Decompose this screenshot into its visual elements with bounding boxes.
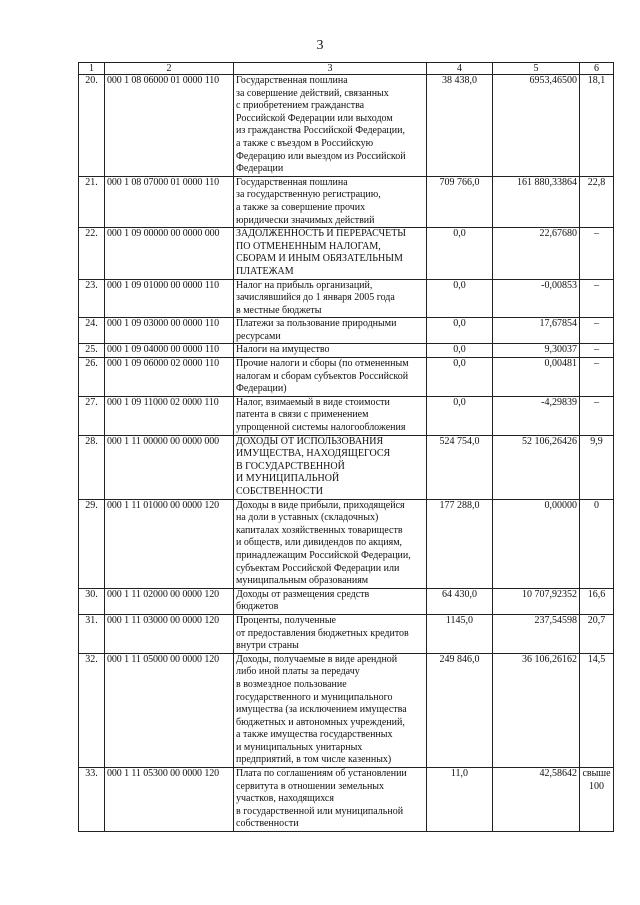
budget-code	[105, 588, 234, 614]
revenue-name-text: Плата по соглашениям об установлении сервитута в отношении земельных участков, находящихся в государственной или муниципальной собственности	[236, 768, 407, 830]
execution-percent-text: 20,7	[587, 614, 606, 626]
execution-percent-text: 16,6	[587, 588, 606, 600]
execution-percent	[580, 75, 614, 177]
execution-percent	[580, 396, 614, 435]
plan-amount-text: 0,0	[453, 318, 466, 330]
row-number	[79, 614, 105, 653]
revenue-name-text: Доходы от размещения средств бюджетов	[236, 588, 370, 613]
budget-code-text: 000 1 09 03000 00 0000 110	[107, 318, 220, 330]
plan-amount	[427, 279, 493, 318]
row-number	[79, 358, 105, 397]
budget-code-text: 000 1 09 06000 02 0000 110	[107, 358, 220, 370]
row-number-text: 27.	[85, 396, 98, 408]
budget-code	[105, 499, 234, 588]
row-number-text: 23.	[85, 279, 98, 291]
revenue-name-text: Налог, взимаемый в виде стоимости патента в связи с применением упрощенной системы налогообложения	[236, 396, 406, 434]
budget-code-text: 000 1 11 03000 00 0000 120	[107, 614, 220, 626]
revenue-name	[234, 344, 427, 358]
table-row	[79, 614, 614, 653]
row-number	[79, 499, 105, 588]
budget-code-text: 000 1 11 02000 00 0000 120	[107, 588, 220, 600]
table-row	[79, 768, 614, 832]
execution-percent-text: –	[594, 228, 599, 240]
plan-amount-text: 38 438,0	[442, 75, 477, 86]
budget-revenue-table	[78, 62, 614, 832]
budget-code	[105, 279, 234, 318]
execution-percent	[580, 318, 614, 344]
column-header-3: 3	[234, 63, 427, 75]
actual-amount	[493, 396, 580, 435]
revenue-name-text: Государственная пошлина за совершение действий, связанных с приобретением гражданства Российской Федерации или выходом из гражданства Российской Федерации, а также с въездом в Российскую Федерацию или выездом из Российской Федерации	[236, 75, 406, 175]
plan-amount-text: 0,0	[453, 358, 466, 370]
budget-code	[105, 228, 234, 279]
column-header-6: 6	[580, 63, 614, 75]
revenue-name	[234, 176, 427, 227]
actual-amount	[493, 588, 580, 614]
revenue-name-text: Налог на прибыль организаций, зачислявшийся до 1 января 2005 года в местные бюджеты	[236, 279, 395, 316]
column-header-4: 4	[427, 63, 493, 75]
plan-amount	[427, 396, 493, 435]
execution-percent-text: 14,5	[587, 653, 606, 665]
budget-code-text: 000 1 08 07000 01 0000 110	[107, 176, 220, 188]
column-header-5: 5	[493, 63, 580, 75]
plan-amount-text: 177 288,0	[439, 499, 480, 511]
table-row	[79, 279, 614, 318]
plan-amount-text: 1145,0	[445, 614, 474, 626]
table-row	[79, 358, 614, 397]
page-number: 3	[316, 38, 324, 53]
plan-amount	[427, 435, 493, 499]
row-number	[79, 653, 105, 767]
revenue-name	[234, 75, 427, 177]
budget-code-text: 000 1 09 00000 00 0000 000	[107, 228, 220, 240]
row-number-text: 20.	[85, 75, 98, 86]
column-header-1: 1	[79, 63, 105, 75]
budget-code	[105, 768, 234, 832]
revenue-name-text: Платежи за пользование природными ресурсами	[236, 318, 397, 342]
row-number-text: 29.	[85, 499, 98, 511]
revenue-name	[234, 614, 427, 653]
execution-percent-text: –	[594, 396, 599, 408]
row-number-text: 26.	[85, 358, 98, 370]
budget-code-text: 000 1 11 05000 00 0000 120	[107, 653, 220, 665]
revenue-name-text: ЗАДОЛЖЕННОСТЬ И ПЕРЕРАСЧЕТЫ ПО ОТМЕНЕННЫМ НАЛОГАМ, СБОРАМ И ИНЫМ ОБЯЗАТЕЛЬНЫМ ПЛАТЕЖАМ	[236, 228, 407, 277]
plan-amount-text: 249 846,0	[439, 653, 480, 665]
actual-amount-text: 52 106,26426	[522, 435, 577, 447]
column-header-2: 2	[105, 63, 234, 75]
revenue-name	[234, 653, 427, 767]
actual-amount	[493, 279, 580, 318]
budget-code	[105, 653, 234, 767]
actual-amount-text: 36 106,26162	[522, 653, 577, 665]
budget-code	[105, 344, 234, 358]
execution-percent	[580, 435, 614, 499]
row-number	[79, 588, 105, 614]
plan-amount-text: 0,0	[453, 344, 466, 356]
plan-amount	[427, 653, 493, 767]
row-number-text: 33.	[85, 768, 98, 780]
row-number	[79, 318, 105, 344]
plan-amount-text: 11,0	[450, 768, 469, 780]
execution-percent	[580, 499, 614, 588]
row-number	[79, 435, 105, 499]
actual-amount	[493, 768, 580, 832]
revenue-name-text: Доходы в виде прибыли, приходящейся на доли в уставных (складочных) капиталах хозяйственных товариществ и обществ, или дивидендов по акциям, принадлежащим Российской Федерации, субъектам Российской Федерации или муниципальным образованиям	[236, 499, 411, 587]
execution-percent-text: 9,9	[590, 435, 603, 447]
actual-amount	[493, 499, 580, 588]
plan-amount	[427, 358, 493, 397]
actual-amount	[493, 653, 580, 767]
revenue-name	[234, 396, 427, 435]
revenue-name-text: Прочие налоги и сборы (по отмененным налогам и сборам субъектов Российской Федерации)	[236, 358, 409, 395]
actual-amount-text: 6953,46500	[529, 75, 577, 86]
actual-amount-text: -0,00853	[541, 279, 577, 291]
actual-amount-text: 42,58642	[539, 768, 577, 780]
row-number-text: 32.	[85, 653, 98, 665]
revenue-name	[234, 279, 427, 318]
actual-amount-text: 0,00481	[544, 358, 577, 370]
budget-code	[105, 318, 234, 344]
execution-percent-text: свыше 100	[582, 768, 611, 792]
execution-percent	[580, 653, 614, 767]
plan-amount	[427, 228, 493, 279]
actual-amount	[493, 358, 580, 397]
execution-percent	[580, 228, 614, 279]
plan-amount-text: 0,0	[453, 228, 466, 240]
row-number	[79, 768, 105, 832]
table-row	[79, 228, 614, 279]
revenue-name-text: Налоги на имущество	[236, 344, 330, 356]
table-row	[79, 318, 614, 344]
table-row	[79, 499, 614, 588]
table-row	[79, 435, 614, 499]
plan-amount-text: 0,0	[453, 396, 466, 408]
execution-percent	[580, 768, 614, 832]
execution-percent-text: –	[594, 344, 599, 356]
budget-code	[105, 435, 234, 499]
execution-percent-text: 18,1	[587, 75, 606, 86]
execution-percent	[580, 614, 614, 653]
row-number	[79, 396, 105, 435]
execution-percent-text: 0	[594, 499, 599, 511]
execution-percent	[580, 279, 614, 318]
table-row	[79, 588, 614, 614]
row-number	[79, 176, 105, 227]
revenue-name	[234, 588, 427, 614]
row-number	[79, 75, 105, 177]
actual-amount	[493, 318, 580, 344]
revenue-name-text: Государственная пошлина за государственную регистрацию, а также за совершение прочих юридически значимых действий	[236, 176, 381, 226]
execution-percent	[580, 358, 614, 397]
plan-amount-text: 709 766,0	[439, 176, 480, 188]
budget-code-text: 000 1 11 01000 00 0000 120	[107, 499, 220, 511]
row-number-text: 28.	[85, 435, 98, 447]
row-number	[79, 279, 105, 318]
row-number-text: 31.	[85, 614, 98, 626]
budget-code-text: 000 1 11 05300 00 0000 120	[107, 768, 220, 780]
plan-amount	[427, 499, 493, 588]
budget-code-text: 000 1 08 06000 01 0000 110	[107, 75, 220, 86]
table-row	[79, 344, 614, 358]
revenue-name-text: ДОХОДЫ ОТ ИСПОЛЬЗОВАНИЯ ИМУЩЕСТВА, НАХОДЯЩЕГОСЯ В ГОСУДАРСТВЕННОЙ И МУНИЦИПАЛЬНОЙ СОБСТВЕННОСТИ	[236, 435, 391, 497]
actual-amount-text: 9,30037	[544, 344, 577, 356]
budget-code	[105, 75, 234, 177]
plan-amount	[427, 768, 493, 832]
plan-amount	[427, 344, 493, 358]
table-row	[79, 75, 614, 177]
revenue-name-text: Доходы, получаемые в виде арендной либо иной платы за передачу в возмездное пользование государственного и муниципального имущества (за исключением имущества бюджетных и автономных учреждений, а также имущества государственных и муниципальных унитарных предприятий, в том числе казенных)	[236, 653, 407, 766]
revenue-name	[234, 318, 427, 344]
execution-percent-text: –	[594, 318, 599, 330]
plan-amount-text: 524 754,0	[439, 435, 480, 447]
actual-amount	[493, 614, 580, 653]
plan-amount	[427, 75, 493, 177]
budget-code-text: 000 1 09 01000 00 0000 110	[107, 279, 220, 291]
execution-percent	[580, 344, 614, 358]
budget-code	[105, 614, 234, 653]
revenue-name	[234, 358, 427, 397]
revenue-name	[234, 228, 427, 279]
table-row	[79, 653, 614, 767]
actual-amount	[493, 435, 580, 499]
actual-amount	[493, 344, 580, 358]
budget-code	[105, 176, 234, 227]
actual-amount-text: 22,67680	[539, 228, 577, 240]
execution-percent	[580, 588, 614, 614]
revenue-name	[234, 768, 427, 832]
column-number-row	[79, 63, 614, 75]
execution-percent-text: –	[594, 358, 599, 370]
budget-code	[105, 396, 234, 435]
row-number	[79, 344, 105, 358]
actual-amount-text: 17,67854	[539, 318, 577, 330]
actual-amount	[493, 228, 580, 279]
plan-amount	[427, 614, 493, 653]
row-number-text: 24.	[85, 318, 98, 330]
plan-amount	[427, 176, 493, 227]
actual-amount	[493, 75, 580, 177]
row-number-text: 30.	[85, 588, 98, 600]
row-number-text: 25.	[85, 344, 98, 356]
plan-amount	[427, 588, 493, 614]
budget-code-text: 000 1 09 11000 02 0000 110	[107, 396, 219, 408]
row-number	[79, 228, 105, 279]
budget-code-text: 000 1 09 04000 00 0000 110	[107, 344, 220, 356]
actual-amount-text: 10 707,92352	[522, 588, 577, 600]
revenue-name	[234, 435, 427, 499]
plan-amount	[427, 318, 493, 344]
actual-amount-text: 161 880,33864	[517, 176, 577, 188]
budget-code-text: 000 1 11 00000 00 0000 000	[107, 435, 220, 447]
table-row	[79, 396, 614, 435]
row-number-text: 21.	[85, 176, 98, 188]
execution-percent	[580, 176, 614, 227]
revenue-name	[234, 499, 427, 588]
actual-amount	[493, 176, 580, 227]
revenue-name-text: Проценты, полученные от предоставления бюджетных кредитов внутри страны	[236, 614, 409, 652]
row-number-text: 22.	[85, 228, 98, 240]
actual-amount-text: -4,29839	[541, 396, 577, 408]
actual-amount-text: 237,54598	[534, 614, 577, 626]
budget-code	[105, 358, 234, 397]
plan-amount-text: 0,0	[453, 279, 466, 291]
plan-amount-text: 64 430,0	[442, 588, 477, 600]
execution-percent-text: 22,8	[587, 176, 606, 188]
actual-amount-text: 0,00000	[544, 499, 577, 511]
execution-percent-text: –	[594, 279, 599, 291]
table-row	[79, 176, 614, 227]
